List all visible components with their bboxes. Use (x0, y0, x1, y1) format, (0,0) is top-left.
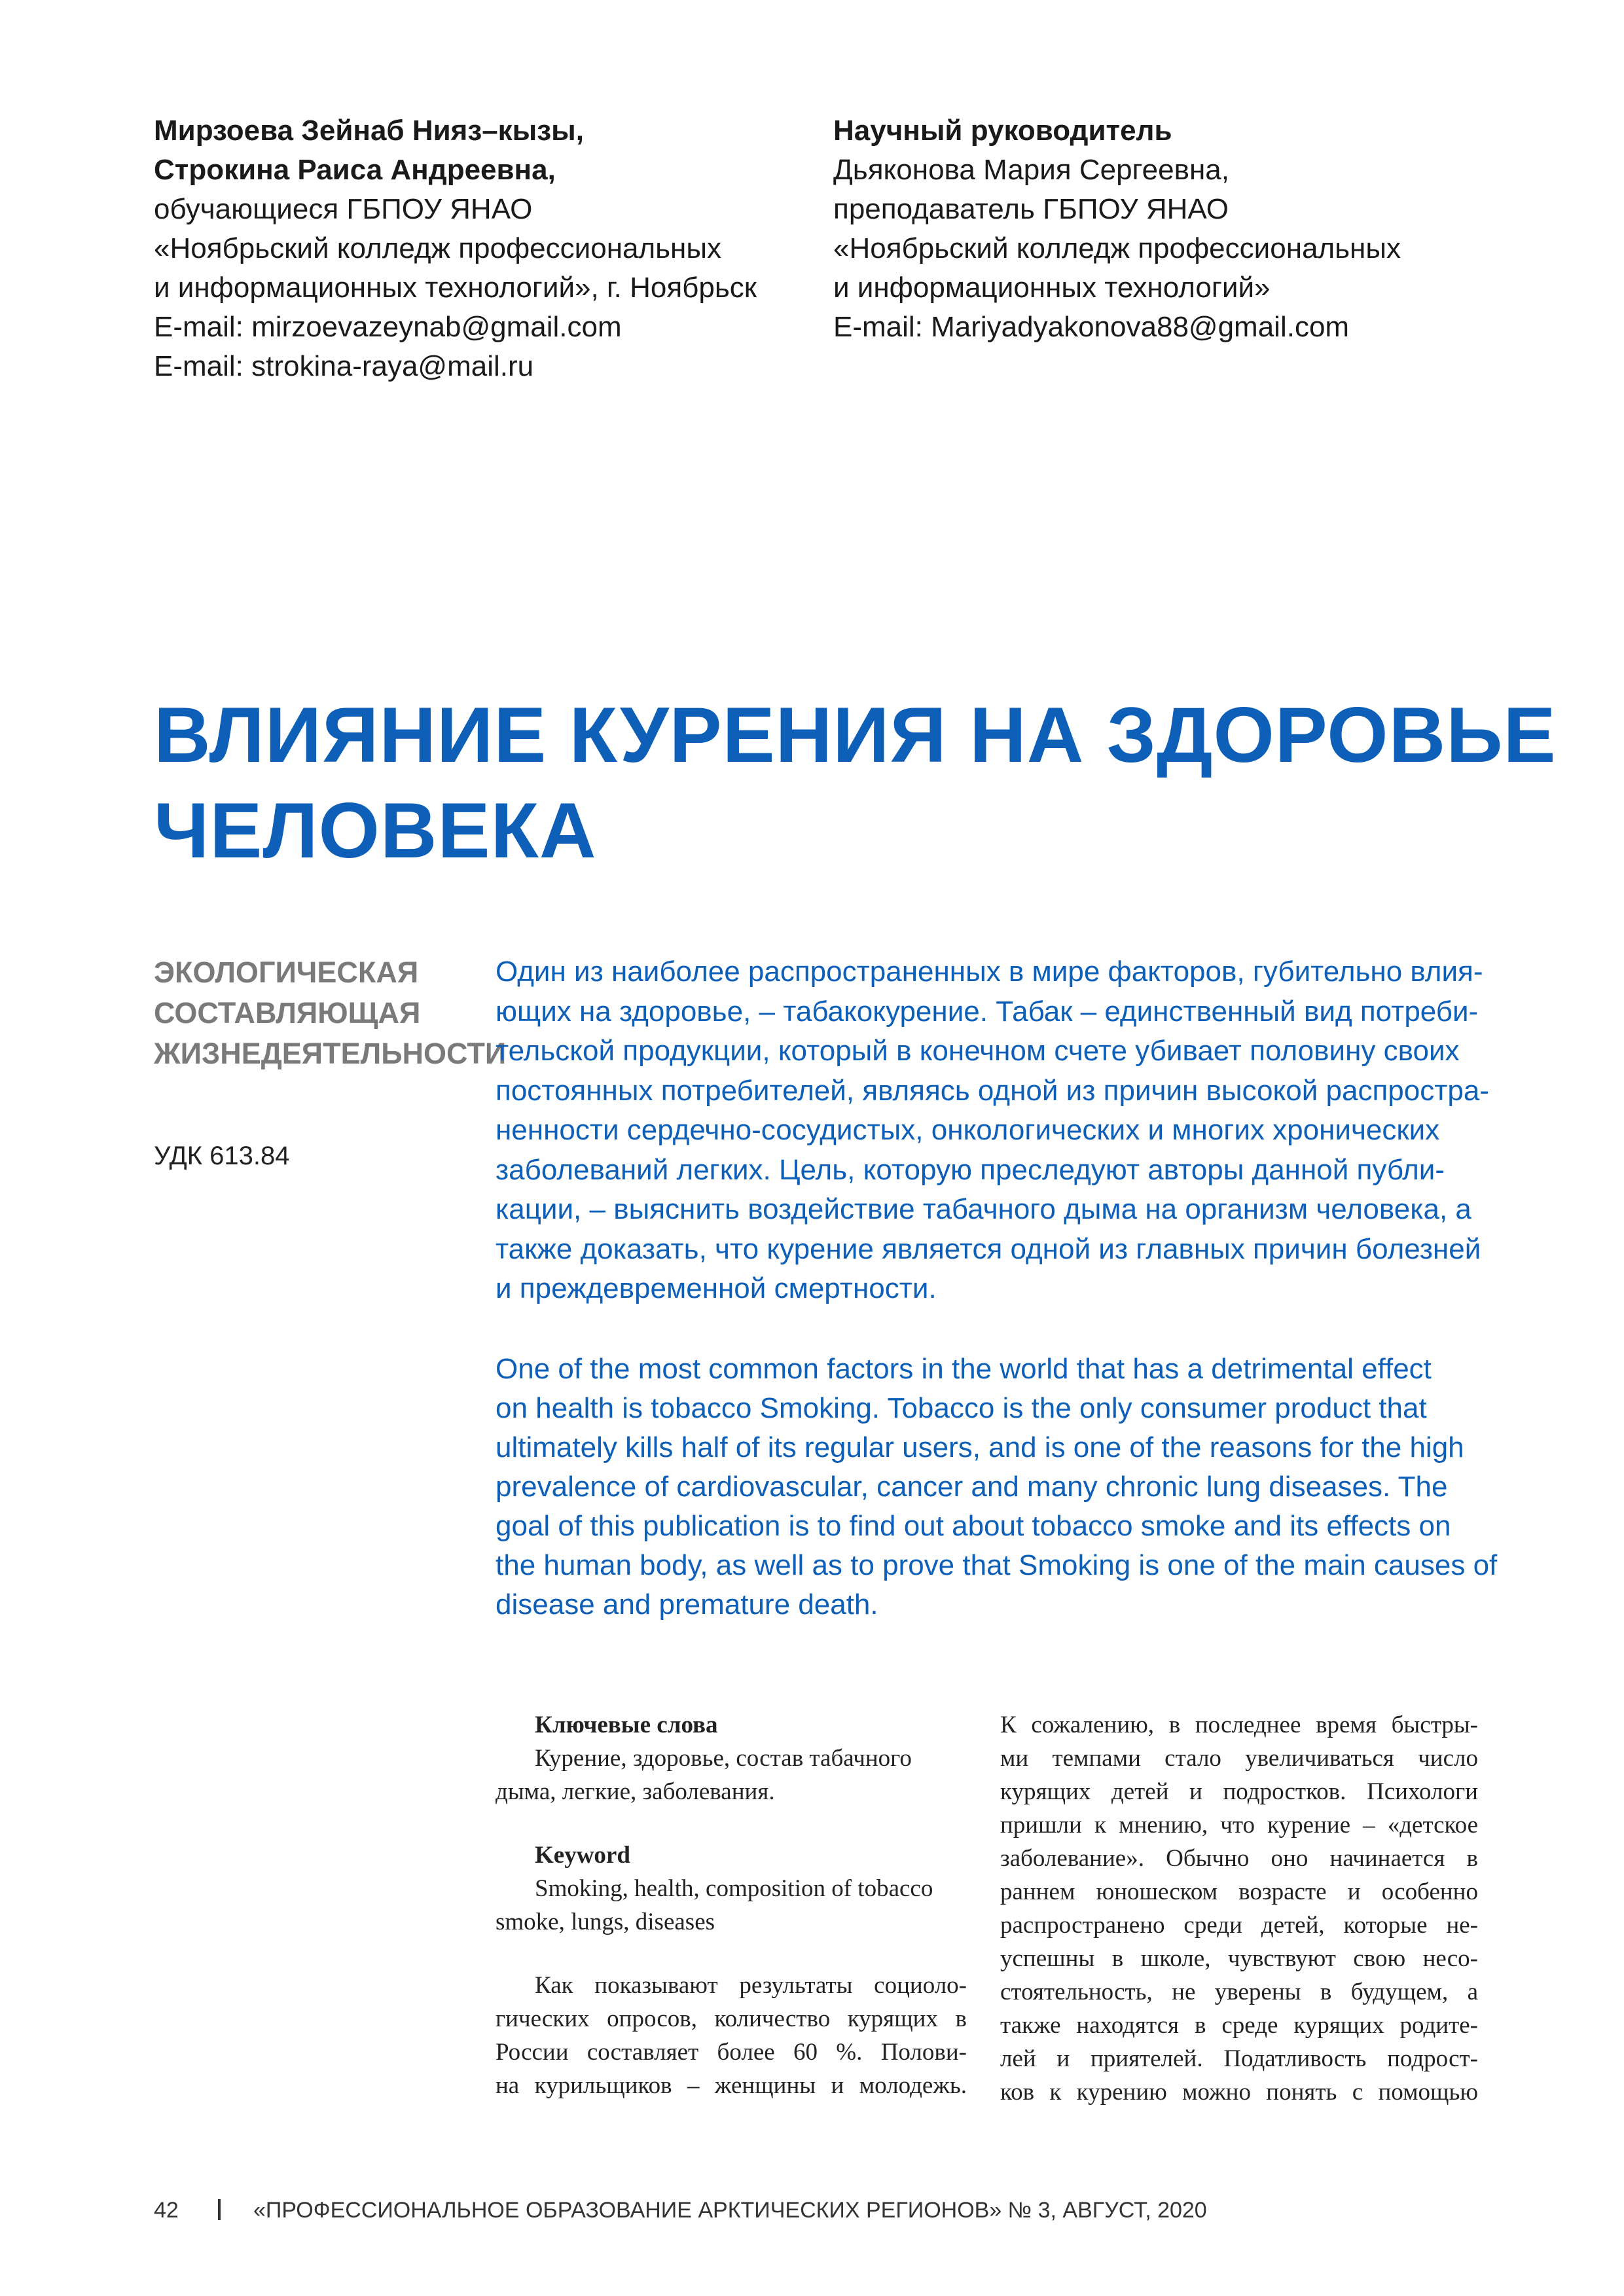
udk-code: УДК 613.84 (154, 1141, 290, 1170)
body-line: лей и приятелей. Податливость подрост- (1000, 2045, 1478, 2072)
article-title-line: ЧЕЛОВЕКА (154, 787, 597, 874)
body-column-right (1000, 1708, 1478, 2109)
body-line: раннем юношеском возрасте и особенно (1000, 1878, 1478, 1905)
abstract-line: тельской продукции, который в конечном счете убивает половину своих (496, 1035, 1460, 1067)
abstract-line: также доказать, что курение является одной из главных причин болезней (496, 1232, 1481, 1265)
abstract-line: prevalence of cardiovascular, cancer and many chronic lung diseases. The (496, 1471, 1448, 1503)
body-line: курящих детей и подростков. Психологи (1000, 1778, 1478, 1805)
abstract-line: ultimately kills half of its regular users, and is one of the reasons for the high (496, 1431, 1464, 1463)
abstract-russian (496, 952, 1490, 1309)
keywords-en-text: smoke, lungs, diseases (496, 1909, 715, 1935)
body-column-left (496, 1708, 967, 2102)
body-line: распространено среди детей, которые не- (1000, 1912, 1478, 1939)
supervisor-affiliation: и информационных технологий» (833, 272, 1271, 304)
author-email: E-mail: strokina-raya@mail.ru (154, 350, 534, 382)
body-line: также находятся в среде курящих родите- (1000, 2012, 1478, 2039)
journal-name: «ПРОФЕССИОНАЛЬНОЕ ОБРАЗОВАНИЕ АРКТИЧЕСКИХ РЕГИОНОВ» № 3, АВГУСТ, 2020 (253, 2198, 1207, 2223)
page-number: 42 (154, 2198, 179, 2223)
body-line: стоятельность, не уверены в будущем, а (1000, 1979, 1478, 2005)
abstract-line: goal of this publication is to find out about tobacco smoke and its effects on (496, 1510, 1451, 1542)
author-affiliation: и информационных технологий», г. Ноябрьск (154, 272, 757, 304)
keywords-heading: Ключевые слова (535, 1712, 718, 1738)
body-line: Как показывают результаты социоло- (535, 1972, 967, 1999)
abstract-line: One of the most common factors in the world that has a detrimental effect (496, 1353, 1432, 1385)
abstract-line: the human body, as well as to prove that Smoking is one of the main causes of (496, 1549, 1498, 1581)
article-title (154, 687, 1557, 878)
supervisor-heading: Научный руководитель (833, 115, 1172, 147)
abstract-line: Один из наиболее распространенных в мире факторов, губительно влия- (496, 956, 1483, 988)
supervisor-position: преподаватель ГБПОУ ЯНАО (833, 193, 1229, 225)
section-rubric (154, 952, 507, 1074)
abstract-line: ненности сердечно-сосудистых, онкологических и многих хронических (496, 1114, 1440, 1146)
supervisor-block (833, 111, 1488, 347)
abstract-english (496, 1350, 1498, 1624)
abstract-line: и преждевременной смертности. (496, 1272, 937, 1304)
article-title-line: ВЛИЯНИЕ КУРЕНИЯ НА ЗДОРОВЬЕ (154, 691, 1557, 779)
abstract-line: заболеваний легких. Цель, которую преследуют авторы данной публи- (496, 1153, 1445, 1186)
author-name: Мирзоева Зейнаб Нияз–кызы, (154, 115, 584, 147)
keywords-en-text: Smoking, health, composition of tobacco (535, 1875, 933, 1902)
author-name: Строкина Раиса Андреевна, (154, 154, 556, 186)
authors-block (154, 111, 808, 386)
body-line: заболевание». Обычно оно начинается в (1000, 1845, 1478, 1872)
rubric-line: ЭКОЛОГИЧЕСКАЯ (154, 956, 419, 989)
body-line: успешны в школе, чувствуют свою несо- (1000, 1945, 1478, 1972)
body-line: К сожалению, в последнее время быстры- (1000, 1712, 1478, 1738)
abstract-line: кации, – выяснить воздействие табачного дыма на организм человека, а (496, 1193, 1471, 1225)
author-affiliation: обучающиеся ГБПОУ ЯНАО (154, 193, 533, 225)
rubric-line: ЖИЗНЕДЕЯТЕЛЬНОСТИ (154, 1037, 507, 1070)
body-line: ми темпами стало увеличиваться число (1000, 1745, 1478, 1772)
supervisor-email: E-mail: Mariyadyakonova88@gmail.com (833, 311, 1350, 343)
body-line: России составляет более 60 %. Полови- (496, 2039, 967, 2066)
supervisor-name: Дьяконова Мария Сергеевна, (833, 154, 1229, 186)
body-line: гических опросов, количество курящих в (496, 2005, 967, 2032)
body-line: ков к курению можно понять с помощью (1000, 2079, 1478, 2106)
author-affiliation: «Ноябрьский колледж профессиональных (154, 232, 721, 264)
body-line: на курильщиков – женщины и молодежь. (496, 2072, 967, 2099)
abstract-line: disease and premature death. (496, 1588, 878, 1621)
keywords-text: Курение, здоровье, состав табачного (535, 1745, 912, 1772)
supervisor-affiliation: «Ноябрьский колледж профессиональных (833, 232, 1401, 264)
abstract-line: ющих на здоровье, – табакокурение. Табак – единственный вид потреби- (496, 995, 1479, 1028)
keywords-en-heading: Keyword (535, 1842, 630, 1869)
keywords-text: дыма, легкие, заболевания. (496, 1778, 775, 1805)
author-email: E-mail: mirzoevazeynab@gmail.com (154, 311, 622, 343)
abstract-line: постоянных потребителей, являясь одной из причин высокой распростра- (496, 1074, 1489, 1107)
body-line: пришли к мнению, что курение – «детское (1000, 1812, 1478, 1839)
rubric-line: СОСТАВЛЯЮЩАЯ (154, 996, 421, 1030)
footer-separator (218, 2199, 221, 2220)
page-footer (154, 2196, 1207, 2225)
abstract-line: on health is tobacco Smoking. Tobacco is the only consumer product that (496, 1392, 1427, 1424)
